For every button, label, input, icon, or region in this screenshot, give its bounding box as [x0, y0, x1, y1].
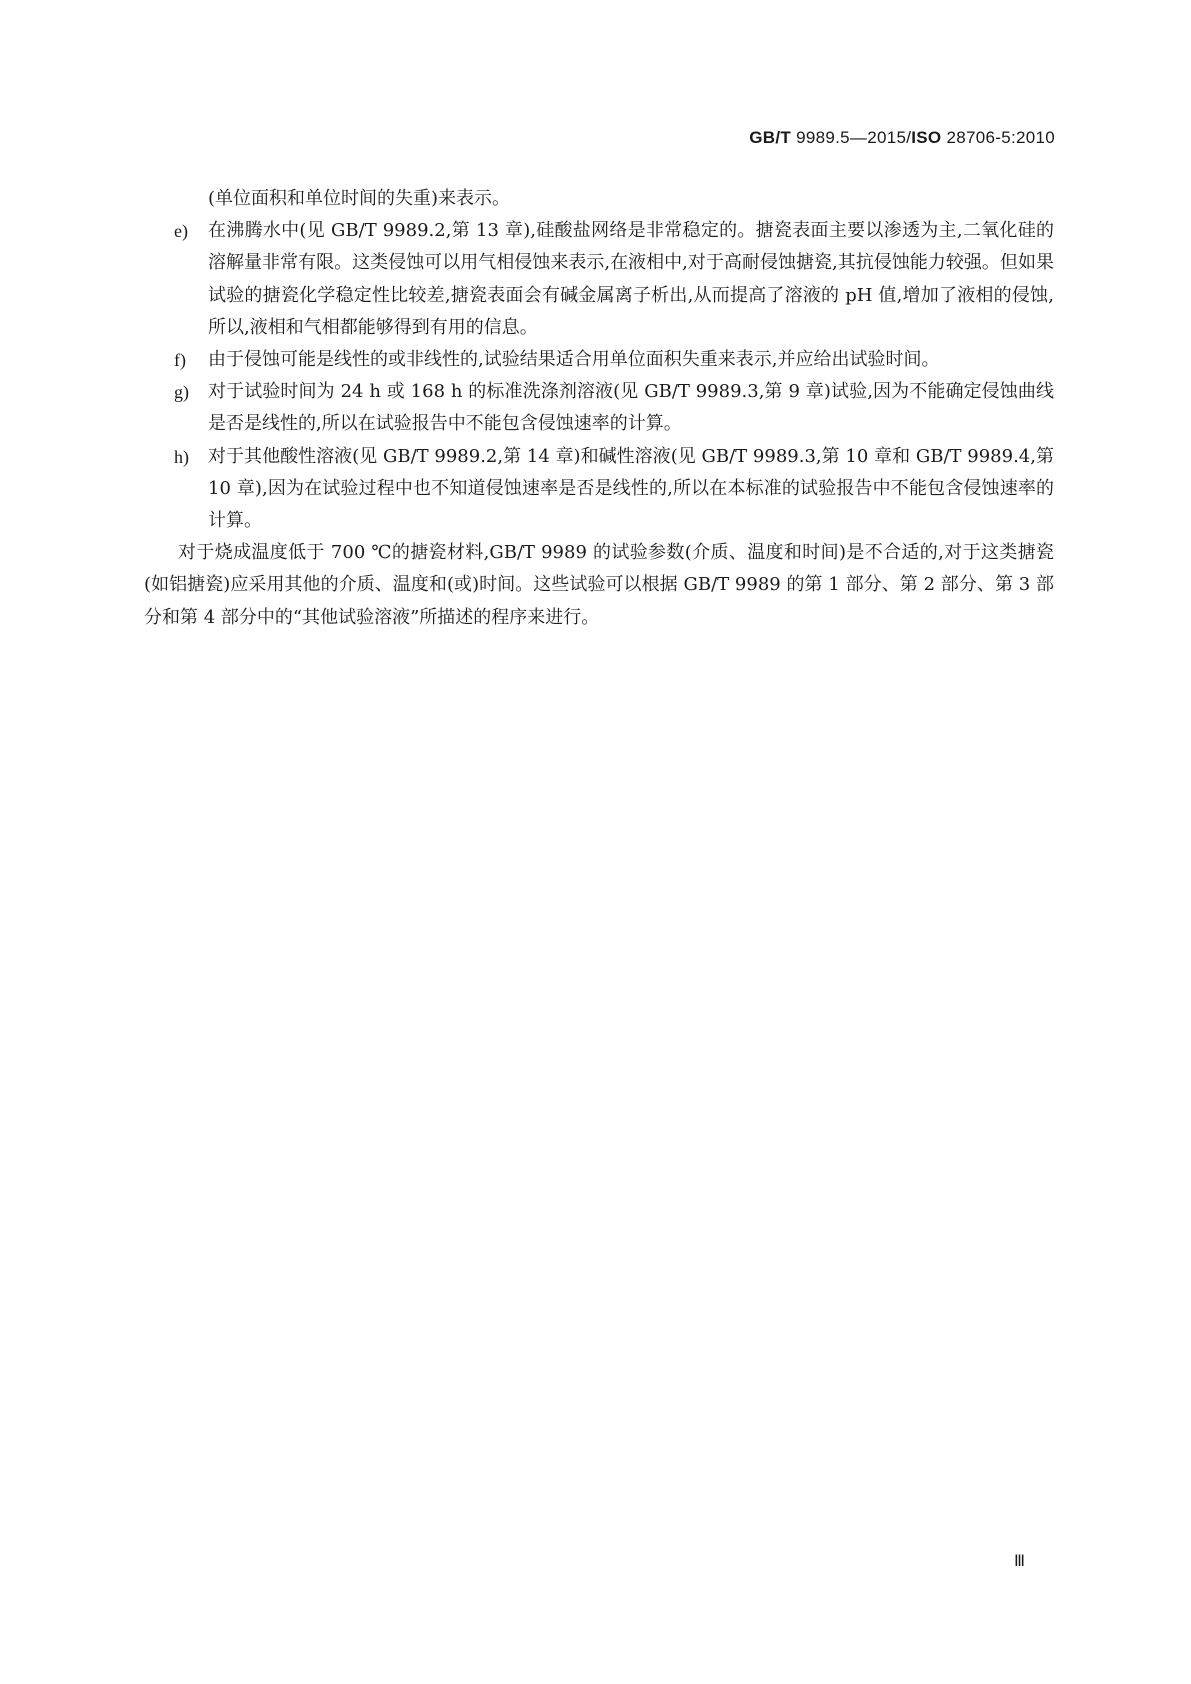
body-paragraph: 对于烧成温度低于 700 ℃的搪瓷材料,GB/T 9989 的试验参数(介质、温度和时间)是不合适的,对于这类搪瓷(如铝搪瓷)应采用其他的介质、温度和(或)时间。这些试验可以根据 GB/T 9989 的第 1 部分、第 2 部分、第 3 部分和第 4 部分中的“其他试验溶液”所描述的程序来进行。 [144, 542, 1054, 628]
list-item [144, 376, 1054, 440]
list-item [144, 441, 1054, 538]
list-item-text: 对于试验时间为 24 h 或 168 h 的标准洗涤剂溶液(见 GB/T 9989.3,第 9 章)试验,因为不能确定侵蚀曲线是否是线性的,所以在试验报告中不能包含侵蚀速率的计算。 [208, 381, 1054, 435]
header-iso-code: ISO [911, 128, 942, 147]
page-number: Ⅲ [1013, 1553, 1025, 1570]
list-item-text: 在沸腾水中(见 GB/T 9989.2,第 13 章),硅酸盐网络是非常稳定的。搪瓷表面主要以渗透为主,二氧化硅的溶解量非常有限。这类侵蚀可以用气相侵蚀来表示,在液相中,对于高耐侵蚀搪瓷,其抗侵蚀能力较强。但如果试验的搪瓷化学稳定性比较差,搪瓷表面会有碱金属离子析出,从而提高了溶液的 pH 值,增加了液相的侵蚀,所以,液相和气相都能够得到有用的信息。 [208, 220, 1054, 338]
header-standard-number: 9989.5—2015/ [796, 128, 912, 147]
document-body [144, 183, 1054, 634]
continuation-line: (单位面积和单位时间的失重)来表示。 [208, 188, 511, 209]
list-item-label: g) [174, 382, 189, 403]
header-standard-code: GB/T [749, 128, 792, 147]
document-header [749, 128, 1055, 148]
list-item-label: e) [174, 221, 188, 242]
list-item-label: h) [174, 446, 189, 467]
list-item-text: 对于其他酸性溶液(见 GB/T 9989.2,第 14 章)和碱性溶液(见 GB/T 9989.3,第 10 章和 GB/T 9989.4,第 10 章),因为在试验过程中也不知道侵蚀速率是否是线性的,所以在本标准的试验报告中不能包含侵蚀速率的计算。 [208, 445, 1054, 532]
list-item [144, 344, 1054, 376]
list-item-text: 由于侵蚀可能是线性的或非线性的,试验结果适合用单位面积失重来表示,并应给出试验时间。 [208, 349, 940, 371]
header-iso-number: 28706-5:2010 [946, 128, 1055, 147]
list-item-label: f) [174, 350, 186, 371]
list-item [144, 215, 1054, 344]
